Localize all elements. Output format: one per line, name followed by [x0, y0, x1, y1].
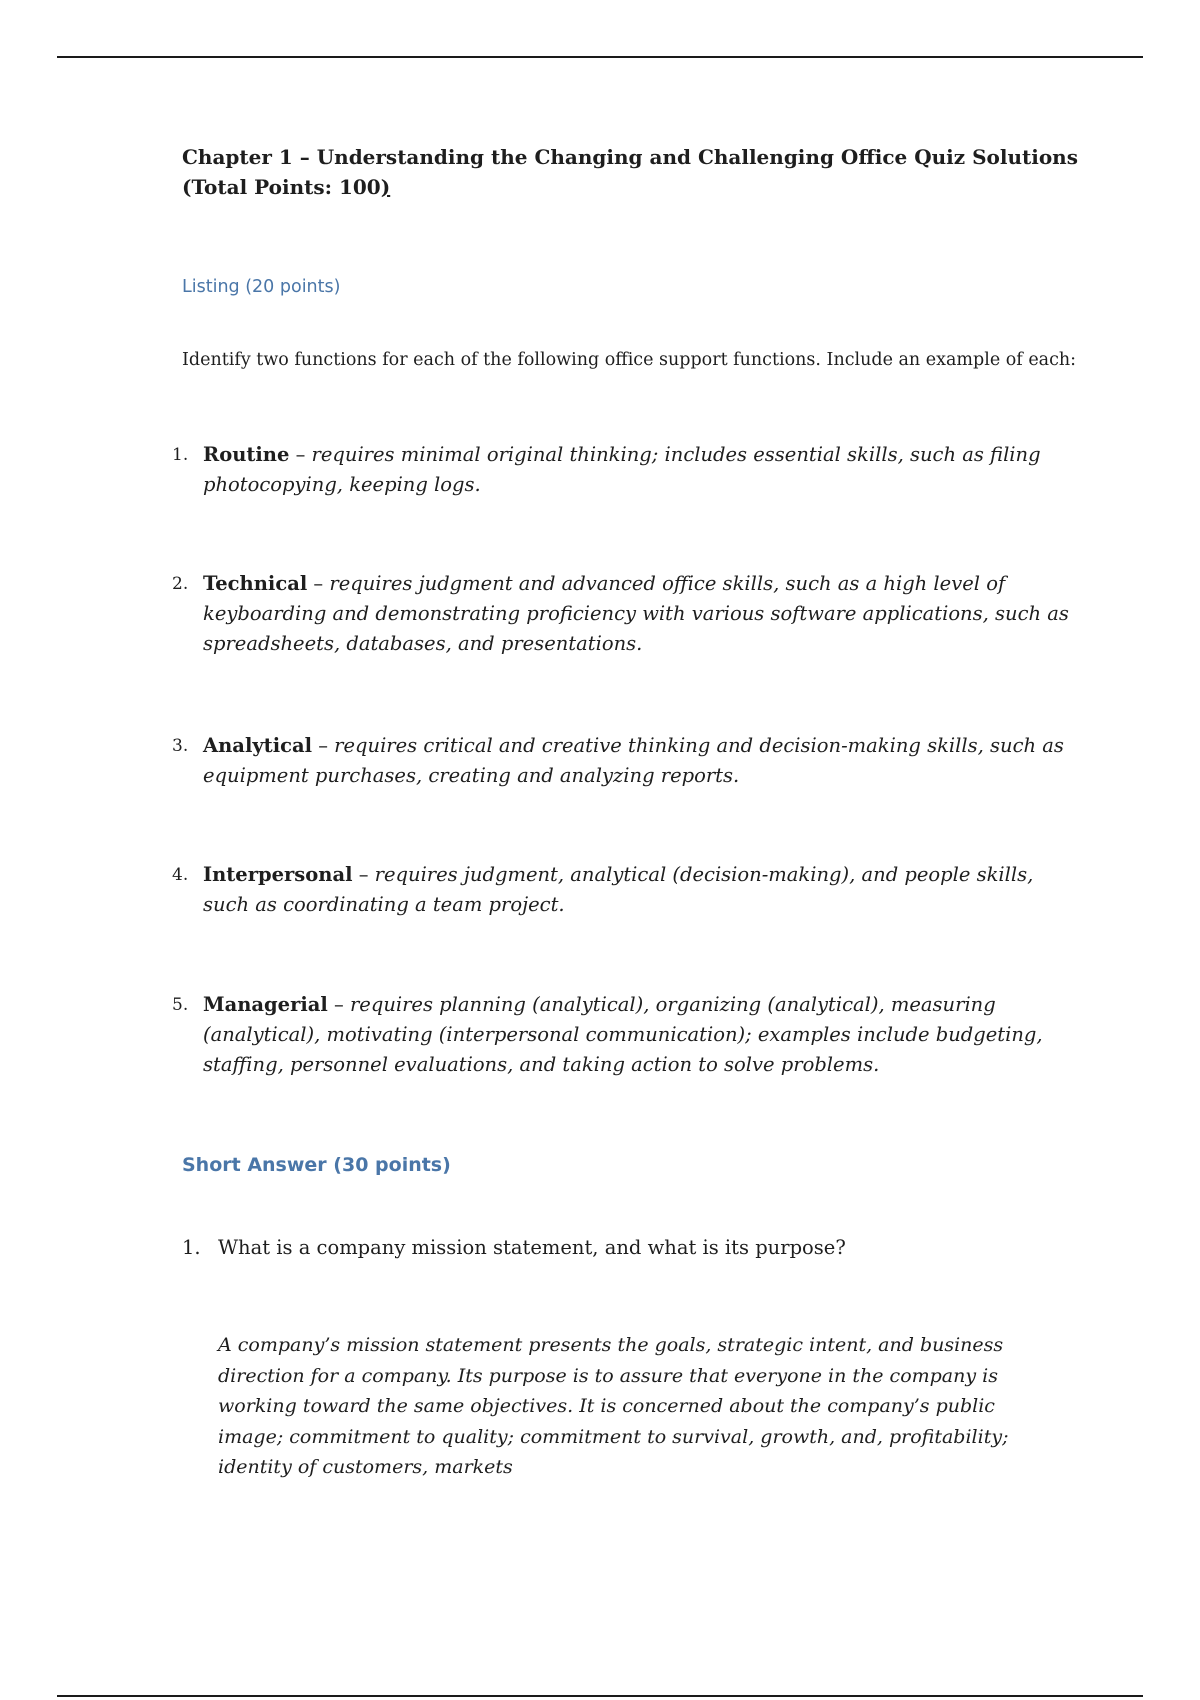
- list-item: [172, 569, 1072, 659]
- list-item-dash: –: [352, 863, 375, 886]
- title-text: Chapter 1 – Understanding the Changing and Challenging Office Quiz Solutions (Total Points: 100: [182, 145, 1078, 199]
- list-item-term: Technical: [203, 572, 308, 595]
- list-item-number: 5.: [172, 995, 189, 1015]
- list-item: [172, 440, 1072, 500]
- short-answer-heading: Short Answer (30 points): [182, 1154, 451, 1176]
- list-item-dash: –: [289, 443, 312, 466]
- footer-rule: [57, 1695, 1143, 1697]
- list-item-description: requires planning (analytical), organizing (analytical), measuring (analytical), motivating (interpersonal communication); examples include budgeting, staffing, personnel evaluations, and taking action to solve problems.: [203, 993, 1043, 1076]
- list-item: [172, 860, 1072, 920]
- question-text: What is a company mission statement, and what is its purpose?: [218, 1236, 846, 1259]
- list-item-term: Interpersonal: [203, 863, 353, 886]
- list-item-dash: –: [312, 734, 335, 757]
- list-item-number: 4.: [172, 865, 189, 885]
- header-rule: [57, 56, 1143, 58]
- list-item-description: requires critical and creative thinking and decision-making skills, such as equipment purchases, creating and analyzing reports.: [203, 734, 1064, 787]
- list-item-number: 1.: [172, 445, 189, 465]
- list-item-description: requires judgment and advanced office skills, such as a high level of keyboarding and demonstrating proficiency with various software applications, such as spreadsheets, databases, and presentations.: [203, 572, 1069, 655]
- list-item-number: 2.: [172, 574, 189, 594]
- list-item-term: Analytical: [203, 734, 313, 757]
- list-item-description: requires minimal original thinking; includes essential skills, such as filing photocopying, keeping logs.: [203, 443, 1041, 496]
- list-item-dash: –: [327, 993, 350, 1016]
- list-item: [172, 990, 1072, 1080]
- short-answer-response: A company’s mission statement presents the goals, strategic intent, and business direction for a company. Its purpose is to assure that everyone in the company is working toward the same objectives. It is concerned about the company’s public image; commitment to quality; commitment to survival, growth, and, profitability; identity of customers, markets: [218, 1334, 1009, 1478]
- short-answer-question: [182, 1233, 1082, 1263]
- listing-instruction: Identify two functions for each of the following office support functions. Include an example of each:: [182, 350, 1077, 370]
- question-number: 1.: [182, 1236, 201, 1259]
- page-title: [182, 142, 1082, 202]
- title-closing: ): [380, 175, 391, 199]
- list-item-term: Routine: [203, 443, 290, 466]
- list-item-term: Managerial: [203, 993, 328, 1016]
- list-item: [172, 731, 1072, 791]
- list-item-description: requires judgment, analytical (decision-making), and people skills, such as coordinating a team project.: [203, 863, 1034, 916]
- list-item-dash: –: [307, 572, 330, 595]
- listing-heading: Listing (20 points): [182, 277, 341, 297]
- list-item-number: 3.: [172, 736, 189, 756]
